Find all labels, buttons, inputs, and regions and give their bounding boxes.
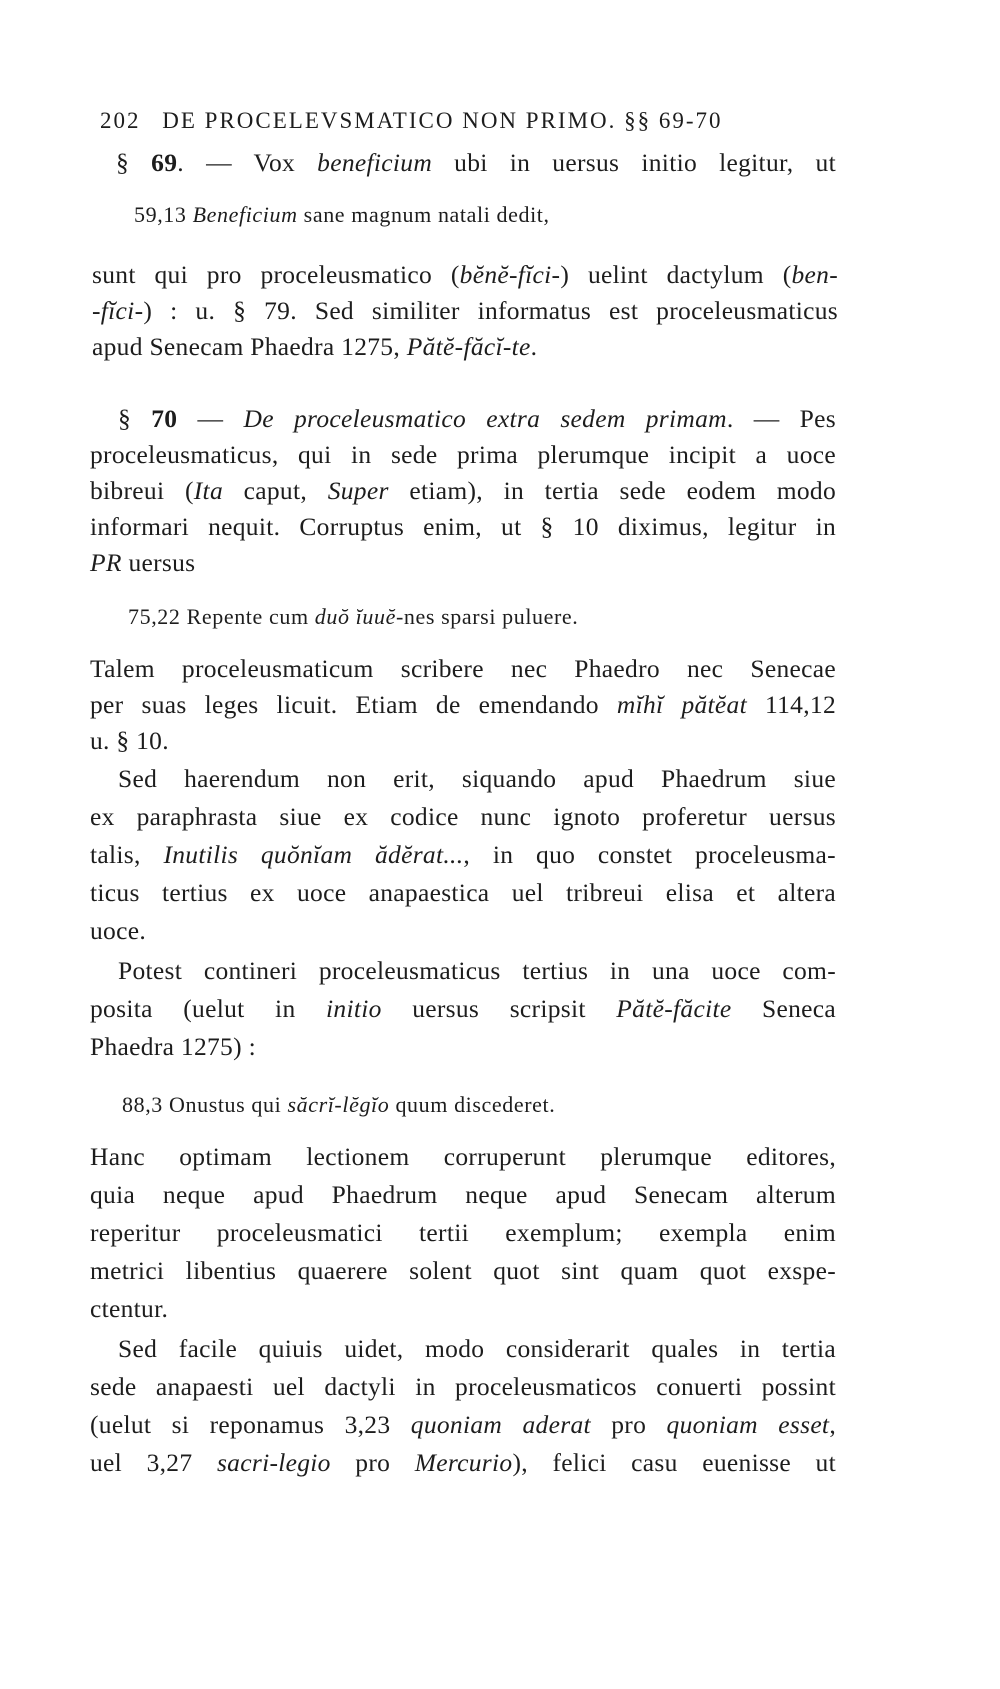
text-line: quia neque apud Phaedrum neque apud Senecam alterum xyxy=(90,1180,836,1209)
verse-quotation: 75,22 Repente cum duŏ ĭuuĕ-nes sparsi puluere. xyxy=(128,604,579,629)
text-line: ex paraphrasta siue ex codice nunc ignoto proferetur uersus xyxy=(90,802,836,831)
text-line: bibreui (Ita caput, Super etiam), in tertia sede eodem modo xyxy=(90,476,837,505)
running-header xyxy=(100,108,880,134)
text-line: posita (uelut in initio uersus scripsit Pătĕ-făcite Seneca xyxy=(90,994,837,1023)
text-line: Phaedra 1275) : xyxy=(90,1032,256,1061)
verse-quotation: 59,13 Beneficium sane magnum natali dedit, xyxy=(134,202,550,227)
text-line: § 69. — Vox beneficium ubi in uersus initio legitur, ut xyxy=(116,148,836,177)
text-line: u. § 10. xyxy=(90,726,169,755)
page-number: 202 xyxy=(100,108,141,133)
text-line: (uelut si reponamus 3,23 quoniam aderat pro quoniam esset, xyxy=(90,1410,837,1439)
text-line: proceleusmaticus, qui in sede prima plerumque incipit a uoce xyxy=(90,440,836,469)
text-line: uoce. xyxy=(90,916,147,945)
running-title: DE PROCELEVSMATICO NON PRIMO. §§ 69-70 xyxy=(162,108,723,133)
text-line: metrici libentius quaerere solent quot sint quam quot exspe- xyxy=(90,1256,836,1285)
text-line: Hanc optimam lectionem corruperunt plerumque editores, xyxy=(90,1142,836,1171)
text-line: informari nequit. Corruptus enim, ut § 10 diximus, legitur in xyxy=(90,512,836,541)
text-line: apud Senecam Phaedra 1275, Pătĕ-făcĭ-te. xyxy=(92,332,538,361)
text-line: reperitur proceleusmatici tertii exemplum; exempla enim xyxy=(90,1218,836,1247)
text-line: uel 3,27 sacri-legio pro Mercurio), felici casu euenisse ut xyxy=(90,1448,836,1477)
text-line: talis, Inutilis quŏnĭam ădĕrat..., in quo constet proceleusma- xyxy=(90,840,836,869)
section-heading-line: § 70 — De proceleusmatico extra sedem primam. — Pes xyxy=(118,404,836,433)
text-line: sunt qui pro proceleusmatico (bĕnĕ-fĭci-) uelint dactylum (ben- xyxy=(92,260,839,289)
text-line: sede anapaesti uel dactyli in proceleusmaticos conuerti possint xyxy=(90,1372,836,1401)
text-line: -fĭci-) : u. § 79. Sed similiter informatus est proceleusmaticus xyxy=(92,296,838,325)
text-line: Talem proceleusmaticum scribere nec Phaedro nec Senecae xyxy=(90,654,836,683)
text-line: Sed facile quiuis uidet, modo considerarit quales in tertia xyxy=(118,1334,836,1363)
text-line: ctentur. xyxy=(90,1294,169,1323)
text-line: Sed haerendum non erit, siquando apud Phaedrum siue xyxy=(118,764,836,793)
text-line: Potest contineri proceleusmaticus tertius in una uoce com- xyxy=(118,956,836,985)
text-line: PR uersus xyxy=(90,548,196,577)
verse-quotation: 88,3 Onustus qui săcrĭ-lĕgĭo quum discederet. xyxy=(122,1092,556,1117)
text-line: ticus tertius ex uoce anapaestica uel tribreui elisa et altera xyxy=(90,878,836,907)
text-line: per suas leges licuit. Etiam de emendando mĭhĭ pătĕat 114,12 xyxy=(90,690,836,719)
